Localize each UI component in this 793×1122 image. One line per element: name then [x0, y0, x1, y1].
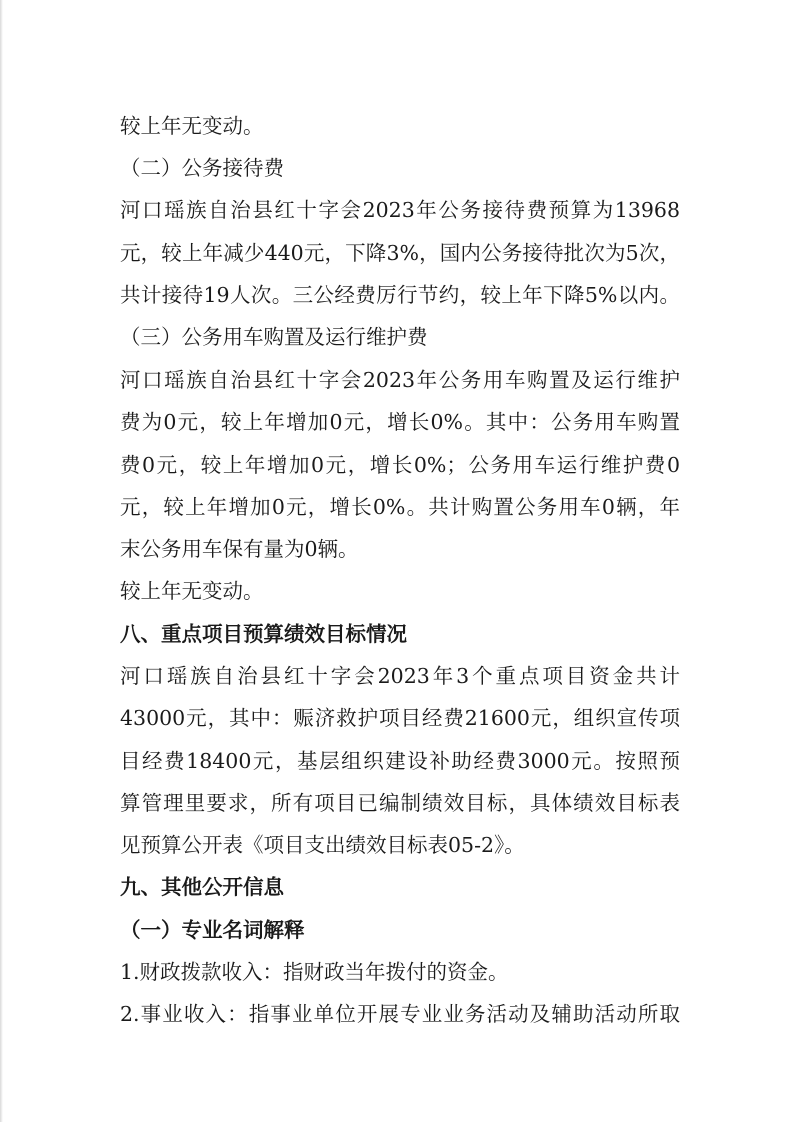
text-line-3: 河口瑶族自治县红十字会2023年公务接待费预算为13968 [120, 198, 680, 222]
text-line-18: 见预算公开表《项目支出绩效目标表05-2》。 [120, 833, 525, 857]
scan-edge-shadow [0, 0, 3, 1122]
subheading-vehicle-fee: （三）公务用车购置及运行维护费 [120, 325, 428, 349]
text-line-10: 元，较上年增加0元，增长0%。共计购置公务用车0辆，年 [120, 495, 680, 519]
text-line-11: 末公务用车保有量为0辆。 [120, 537, 359, 561]
section-heading-8: 八、重点项目预算绩效目标情况 [120, 622, 407, 646]
text-line-16: 目经费18400元，基层组织建设补助经费3000元。按照预 [120, 749, 680, 773]
text-line-7: 河口瑶族自治县红十字会2023年公务用车购置及运行维护 [120, 368, 680, 392]
text-line-4: 元，较上年减少440元，下降3%，国内公务接待批次为5次， [120, 241, 680, 265]
text-line-5: 共计接待19人次。三公经费厉行节约，较上年下降5%以内。 [120, 283, 680, 307]
text-line-17: 算管理里要求，所有项目已编制绩效目标，具体绩效目标表 [120, 791, 680, 815]
subheading-glossary: （一）专业名词解释 [120, 918, 305, 942]
text-line-14: 河口瑶族自治县红十字会2023年3个重点项目资金共计 [120, 664, 680, 688]
text-line-8: 费为0元，较上年增加0元，增长0%。其中：公务用车购置 [120, 410, 680, 434]
text-line-15: 43000元，其中：赈济救护项目经费21600元，组织宣传项 [120, 706, 680, 730]
text-line-12: 较上年无变动。 [120, 579, 264, 603]
text-line-21: 1.财政拨款收入：指财政当年拨付的资金。 [120, 960, 509, 984]
text-line-22: 2.事业收入：指事业单位开展专业业务活动及辅助活动所取 [120, 1002, 680, 1026]
text-line-1: 较上年无变动。 [120, 114, 264, 138]
subheading-reception-fee: （二）公务接待费 [120, 156, 284, 180]
text-line-9: 费0元，较上年增加0元，增长0%；公务用车运行维护费0 [120, 453, 680, 477]
section-heading-9: 九、其他公开信息 [120, 875, 284, 899]
